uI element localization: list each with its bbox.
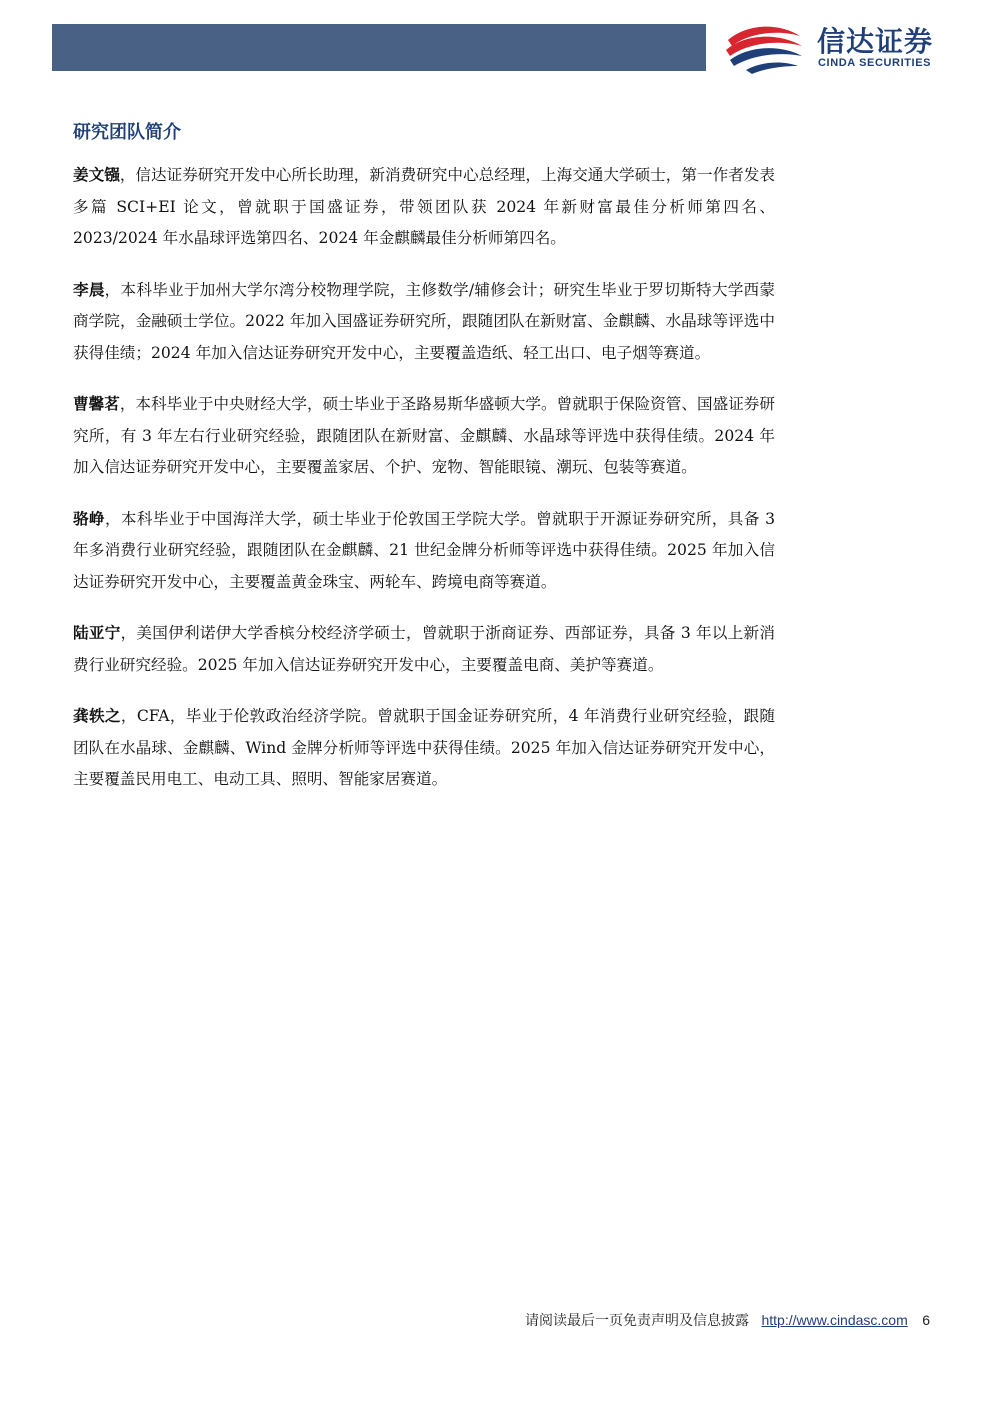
bio-paragraph xyxy=(73,388,775,484)
bio-text: ，本科毕业于中国海洋大学，硕士毕业于伦敦国王学院大学。曾就职于开源证券研究所，具备 3 年多消费行业研究经验，跟随团队在金麒麟、21 世纪金牌分析师等评选中获得佳绩。2025 年加入信达证券研究开发中心，主要覆盖黄金珠宝、两轮车、跨境电商等赛道。 xyxy=(73,509,775,591)
analyst-name: 姜文镪 xyxy=(73,165,120,184)
team-bio-list xyxy=(73,159,775,815)
analyst-name: 陆亚宁 xyxy=(73,623,121,642)
logo-chinese-name: 信达证券 xyxy=(817,25,934,58)
bio-paragraph xyxy=(73,159,775,255)
section-title: 研究团队简介 xyxy=(73,122,181,143)
logo-english-name: CINDA SECURITIES xyxy=(818,57,932,69)
bio-paragraph xyxy=(73,617,775,681)
bio-text: ，CFA，毕业于伦敦政治经济学院。曾就职于国金证券研究所，4 年消费行业研究经验，跟随团队在水晶球、金麒麟、Wind 金牌分析师等评选中获得佳绩。2025 年加入信达证券研究开发中心，主要覆盖民用电工、电动工具、照明、智能家居赛道。 xyxy=(73,707,775,788)
analyst-name: 龚轶之 xyxy=(73,706,121,725)
bio-paragraph xyxy=(73,274,775,370)
page-number: 6 xyxy=(922,1312,930,1328)
bio-text: ，本科毕业于加州大学尔湾分校物理学院，主修数学/辅修会计；研究生毕业于罗切斯特大学西蒙商学院，金融硕士学位。2022 年加入国盛证券研究所，跟随团队在新财富、金麒麟、水晶球等评选中获得佳绩；2024 年加入信达证券研究开发中心，主要覆盖造纸、轻工出口、电子烟等赛道。 xyxy=(73,280,775,362)
analyst-name: 李晨 xyxy=(73,279,105,299)
website-link[interactable]: http://www.cindasc.com xyxy=(761,1312,908,1328)
analyst-name: 骆峥 xyxy=(73,508,105,528)
header-bar xyxy=(52,24,706,71)
company-logo xyxy=(722,20,967,76)
bio-paragraph xyxy=(73,700,775,796)
bio-text: ，美国伊利诺伊大学香槟分校经济学硕士，曾就职于浙商证券、西部证券，具备 3 年以上新消费行业研究经验。2025 年加入信达证券研究开发中心，主要覆盖电商、美护等赛道。 xyxy=(73,624,775,674)
cinda-emblem-icon xyxy=(722,20,806,76)
disclaimer-text: 请阅读最后一页免责声明及信息披露 xyxy=(525,1313,750,1329)
page-footer xyxy=(525,1311,930,1330)
analyst-name: 曹馨茗 xyxy=(73,394,120,413)
bio-paragraph xyxy=(73,503,775,599)
bio-text: ，本科毕业于中央财经大学，硕士毕业于圣路易斯华盛顿大学。曾就职于保险资管、国盛证券研究所，有 3 年左右行业研究经验，跟随团队在新财富、金麒麟、水晶球等评选中获得佳绩。2024 年加入信达证券研究开发中心，主要覆盖家居、个护、宠物、智能眼镜、潮玩、包装等赛道。 xyxy=(73,395,775,476)
bio-text: ，信达证券研究开发中心所长助理，新消费研究中心总经理，上海交通大学硕士，第一作者发表多篇 SCI+EI 论文，曾就职于国盛证券，带领团队获 2024 年新财富最佳分析师第四名、2023/2024 年水晶球评选第四名、2024 年金麒麟最佳分析师第四名。 xyxy=(73,166,775,247)
